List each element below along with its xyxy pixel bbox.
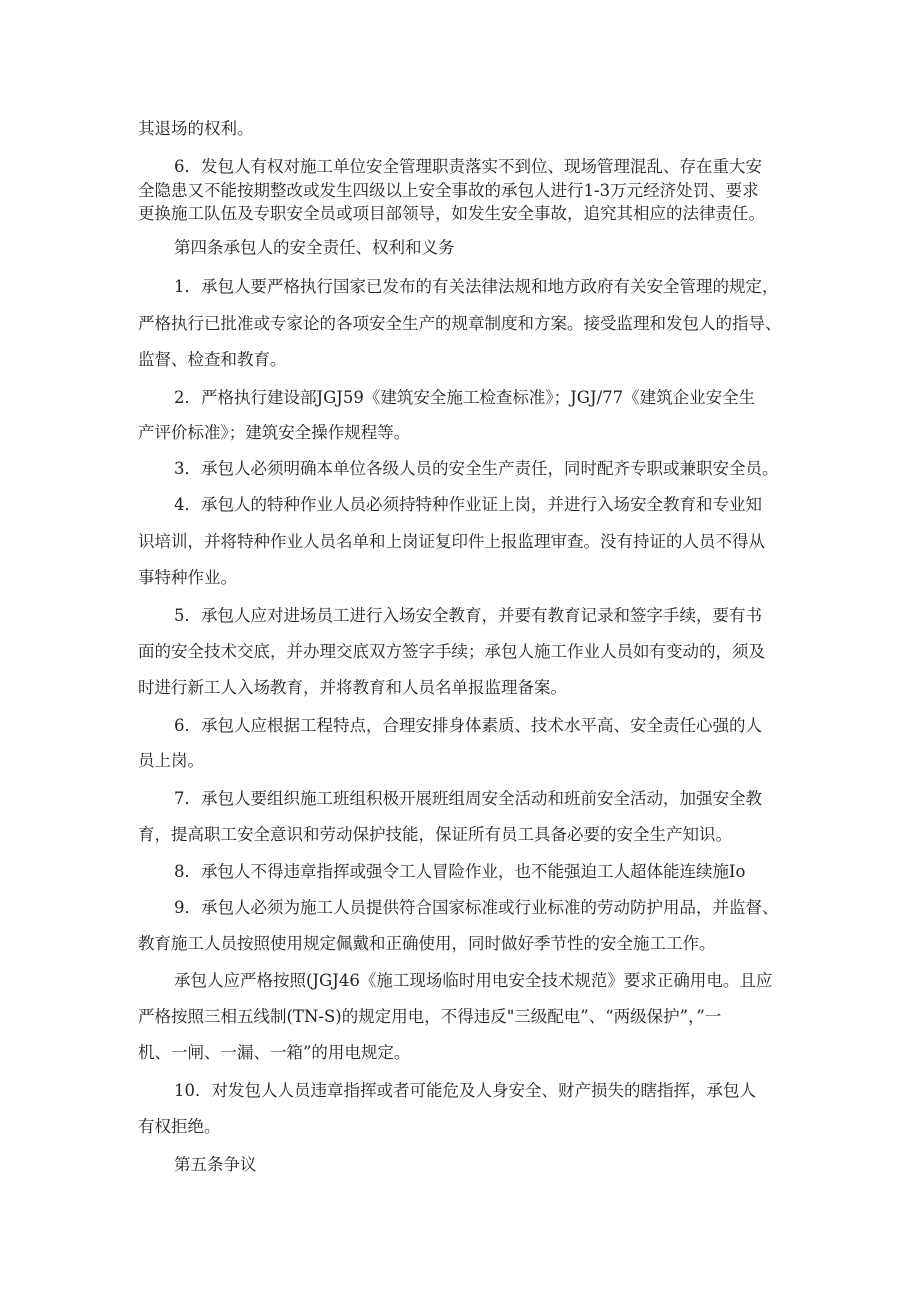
text-line: 育，提高职工安全意识和劳动保护技能，保证所有员工具备必要的安全生产知识。 bbox=[138, 825, 732, 844]
text-line: 全隐患又不能按期整改或发生四级以上安全事故的承包人进行1-3万元经济处罚、要求 bbox=[138, 181, 759, 200]
text-line: 严格按照三相五线制(TN-S)的规定用电，不得违反"三级配电”、“两级保护”，”一 bbox=[138, 1007, 722, 1026]
text-line: 3．承包人必须明确本单位各级人员的安全生产责任，同时配齐专职或兼职安全员。 bbox=[174, 459, 779, 478]
text-line: 严格执行已批准或专家论的各项安全生产的规章制度和方案。接受监理和发包人的指导、 bbox=[138, 314, 782, 333]
text-line: 监督、检查和教育。 bbox=[138, 350, 287, 369]
text-line: 事特种作业。 bbox=[138, 568, 237, 587]
text-line: 2．严格执行建设部JGJ59《建筑安全施工检查标准》；JGJ/77《建筑企业安全生 bbox=[174, 388, 756, 407]
text-line: 8．承包人不得违章指挥或强令工人冒险作业，也不能强迫工人超体能连续施Io bbox=[174, 862, 746, 881]
text-line: 7．承包人要组织施工班组积极开展班组周安全活动和班前安全活动，加强安全教 bbox=[174, 789, 762, 808]
section-heading: 第四条承包人的安全责任、权利和义务 bbox=[174, 238, 455, 257]
text-line: 6．承包人应根据工程特点，合理安排身体素质、技术水平高、安全责任心强的人 bbox=[174, 716, 762, 735]
text-line: 时进行新工人入场教育，并将教育和人员名单报监理备案。 bbox=[138, 678, 567, 697]
text-line: 10．对发包人人员违章指挥或者可能危及人身安全、财产损失的瞎指挥，承包人 bbox=[174, 1081, 756, 1100]
text-line: 其退场的权利。 bbox=[138, 119, 254, 138]
text-line: 承包人应严格按照(JGJ46《施工现场临时用电安全技术规范》要求正确用电。且应 bbox=[174, 971, 773, 990]
text-line: 有权拒绝。 bbox=[138, 1117, 221, 1136]
text-line: 4．承包人的特种作业人员必须持特种作业证上岗，并进行入场安全教育和专业知 bbox=[174, 495, 762, 514]
text-line: 员上岗。 bbox=[138, 751, 204, 770]
text-line: 识培训，并将特种作业人员名单和上岗证复印件上报监理审查。没有持证的人员不得从 bbox=[138, 532, 765, 551]
text-line: 更换施工队伍及专职安全员或项目部领导，如发生安全事故，追究其相应的法律责任。 bbox=[138, 204, 765, 223]
text-line: 产评价标准》；建筑安全操作规程等。 bbox=[138, 423, 411, 442]
text-line: 机、一闸、一漏、一箱”的用电规定。 bbox=[138, 1043, 411, 1062]
text-line: 1．承包人要严格执行国家已发布的有关法律法规和地方政府有关安全管理的规定， bbox=[174, 277, 779, 296]
text-line: 6．发包人有权对施工单位安全管理职责落实不到位、现场管理混乱、存在重大安 bbox=[174, 157, 762, 176]
text-line: 面的安全技术交底，并办理交底双方签字手续；承包人施工作业人员如有变动的，须及 bbox=[138, 642, 765, 661]
text-line: 9．承包人必须为施工人员提供符合国家标准或行业标准的劳动防护用品，并监督、 bbox=[174, 898, 779, 917]
text-line: 5．承包人应对进场员工进行入场安全教育，并要有教育记录和签字手续，要有书 bbox=[174, 606, 762, 625]
text-line: 教育施工人员按照使用规定佩戴和正确使用，同时做好季节性的安全施工工作。 bbox=[138, 934, 716, 953]
section-heading: 第五条争议 bbox=[174, 1155, 257, 1174]
